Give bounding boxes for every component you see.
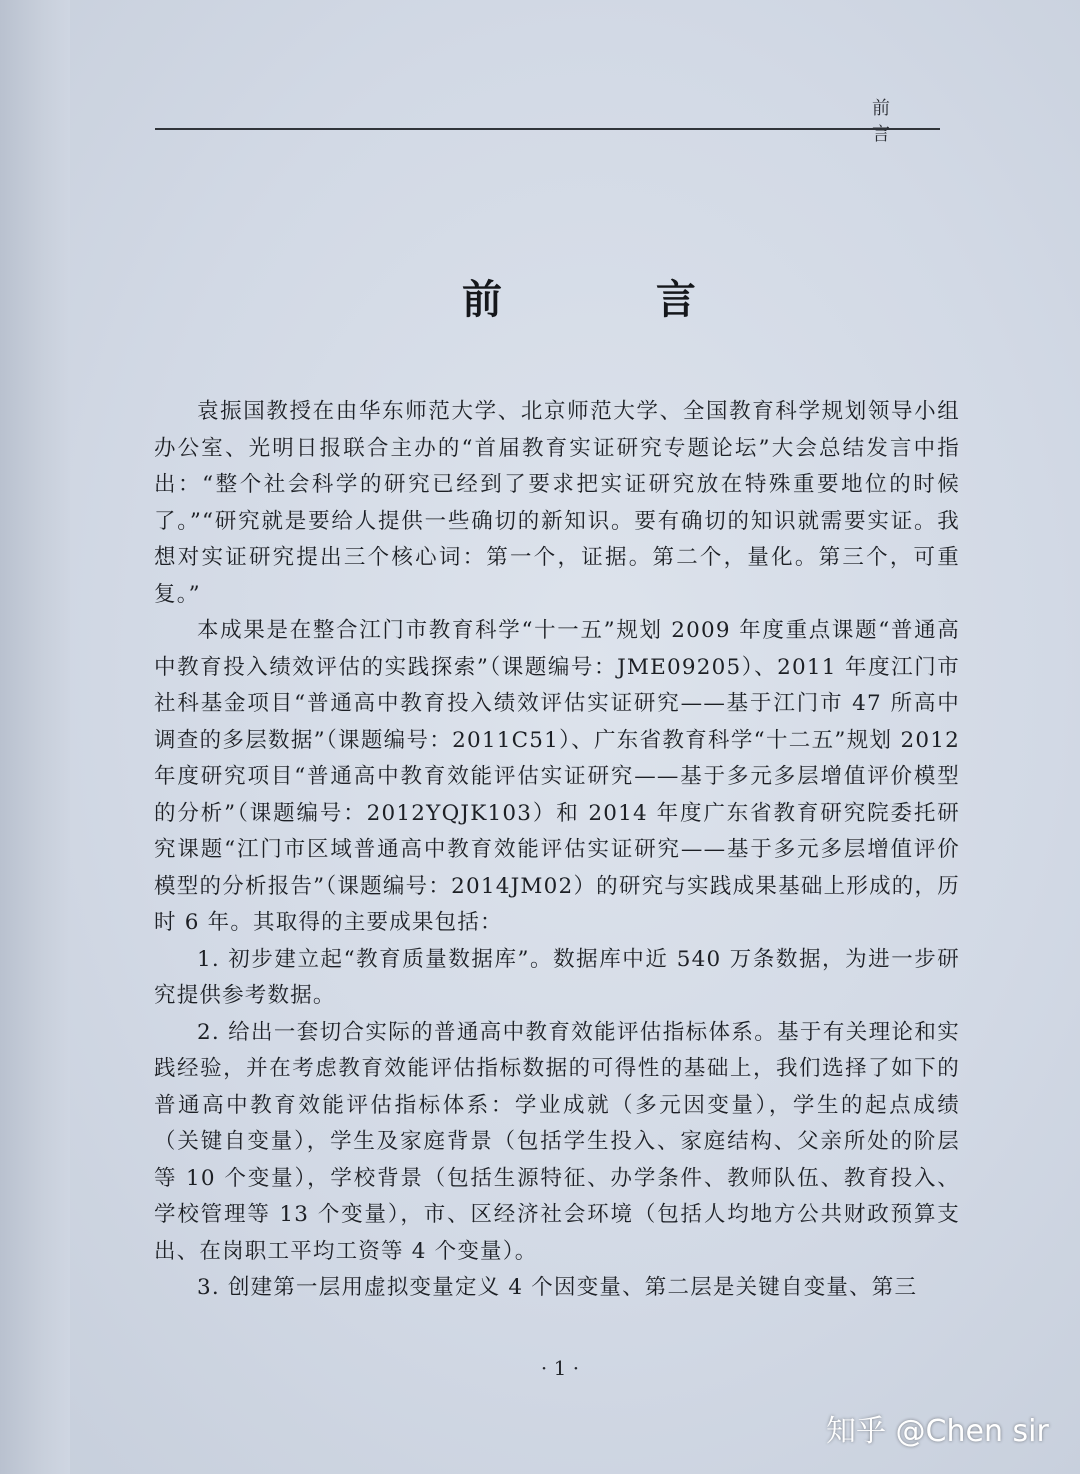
paragraph: 1. 初步建立起“教育质量数据库”。数据库中近 540 万条数据，为进一步研究提供参考数据。	[154, 946, 960, 1008]
page-title: 前 言	[462, 276, 766, 323]
paragraph: 袁振国教授在由华东师范大学、北京师范大学、全国教育科学规划领导小组办公室、光明日报联合主办的“首届教育实证研究专题论坛”大会总结发言中指出：“整个社会科学的研究已经到了要求把实证研究放在特殊重要地位的时候了。”“研究就是要给人提供一些确切的新知识。要有确切的知识就需要实证。我想对实证研究提出三个核心词：第一个，证据。第二个，量化。第三个，可重复。”	[154, 399, 960, 607]
paragraph: 2. 给出一套切合实际的普通高中教育效能评估指标体系。基于有关理论和实践经验，并在考虑教育效能评估指标数据的可得性的基础上，我们选择了如下的普通高中教育效能评估指标体系：学业成就（多元因变量），学生的起点成绩（关键自变量），学生及家庭背景（包括学生投入、家庭结构、父亲所处的阶层等 10 个变量），学校背景（包括生源特征、办学条件、教师队伍、教育投入、学校管理等 13 个变量），市、区经济社会环境（包括人均地方公共财政预算支出、在岗职工平均工资等 4 个变量）。	[154, 1019, 960, 1264]
watermark: 知乎 @Chen sir	[826, 1414, 1049, 1449]
running-head: 前 言	[872, 98, 910, 145]
paragraph: 3. 创建第一层用虚拟变量定义 4 个因变量、第二层是关键自变量、第三	[197, 1275, 918, 1300]
page-gutter-shadow	[0, 0, 70, 1474]
header-rule	[155, 128, 940, 130]
page-number: · 1 ·	[540, 1356, 580, 1380]
body-text	[154, 394, 960, 1307]
paragraph: 本成果是在整合江门市教育科学“十一五”规划 2009 年度重点课题“普通高中教育投入绩效评估的实践探索”（课题编号：JME09205）、2011 年度江门市社科基金项目“普通高中教育投入绩效评估实证研究——基于江门市 47 所高中调查的多层数据”（课题编号：2011C51）、广东省教育科学“十二五”规划 2012 年度研究项目“普通高中教育效能评估实证研究——基于多元多层增值评价模型的分析”（课题编号：2012YQJK103）和 2014 年度广东省教育研究院委托研究课题“江门市区域普通高中教育效能评估实证研究——基于多元多层增值评价模型的分析报告”（课题编号：2014JM02）的研究与实践成果基础上形成的，历时 6 年。其取得的主要成果包括：	[154, 618, 960, 935]
